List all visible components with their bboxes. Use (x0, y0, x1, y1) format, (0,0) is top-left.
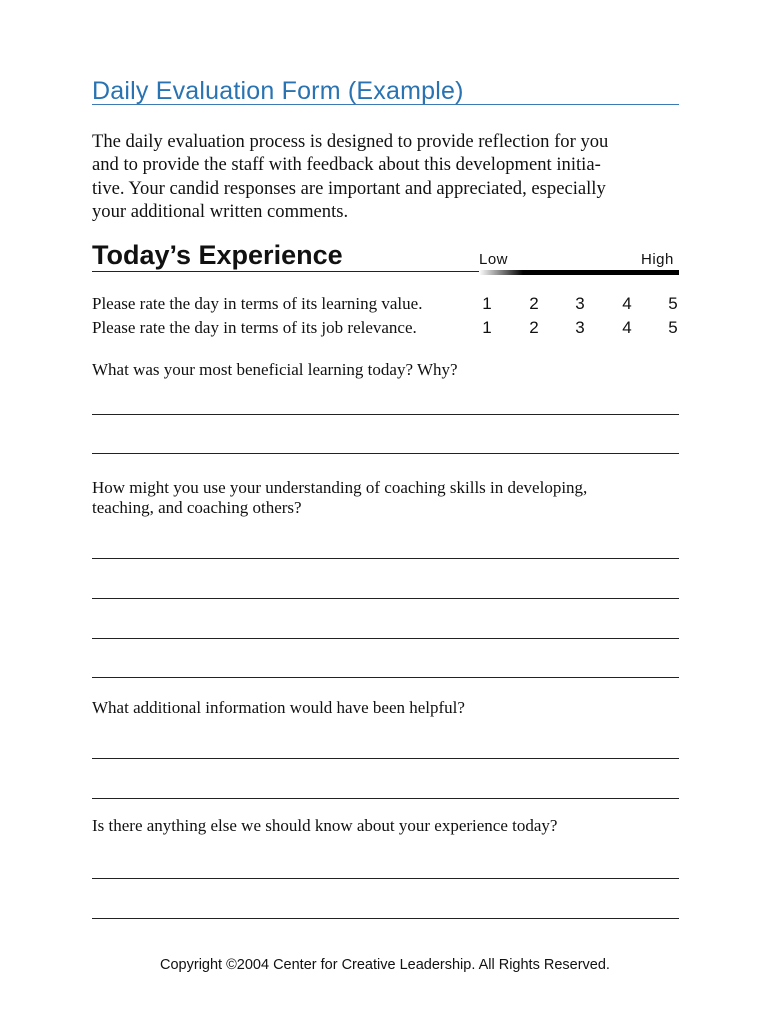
question-additional-information (92, 698, 682, 718)
rating-learning-option-3[interactable]: 3 (575, 294, 585, 313)
question-coaching-skills (92, 478, 682, 518)
section-title: Today’s Experience (92, 240, 343, 270)
question-line: teaching, and coaching others? (92, 498, 302, 517)
intro-paragraph (92, 130, 682, 223)
intro-line: The daily evaluation process is designed to provide reflection for you (92, 131, 609, 152)
answer-line[interactable] (92, 758, 679, 759)
intro-line: tive. Your candid responses are important and appreciated, especially (92, 177, 606, 199)
scale-gradient-bar (479, 270, 679, 275)
question-line: What was your most beneficial learning today? Why? (92, 360, 458, 379)
answer-line[interactable] (92, 558, 679, 559)
answer-line[interactable] (92, 453, 679, 454)
question-anything-else (92, 816, 682, 836)
answer-line[interactable] (92, 677, 679, 678)
intro-line: your additional written comments. (92, 200, 349, 222)
rating-label-learning: Please rate the day in terms of its learning value. (92, 294, 423, 313)
rating-learning-option-4[interactable]: 4 (622, 294, 632, 313)
rating-relevance-option-1[interactable]: 1 (482, 318, 492, 337)
answer-line[interactable] (92, 638, 679, 639)
rating-learning-option-5[interactable]: 5 (668, 294, 678, 313)
scale-high-label: High (641, 251, 674, 268)
copyright-footer: Copyright ©2004 Center for Creative Leadership. All Rights Reserved. (160, 957, 610, 973)
answer-line[interactable] (92, 798, 679, 799)
answer-line[interactable] (92, 414, 679, 415)
answer-line[interactable] (92, 918, 679, 919)
form-title: Daily Evaluation Form (Example) (92, 77, 464, 105)
section-underline (92, 271, 492, 272)
rating-relevance-option-5[interactable]: 5 (668, 318, 678, 337)
question-line: Is there anything else we should know about your experience today? (92, 816, 558, 835)
answer-line[interactable] (92, 598, 679, 599)
rating-learning-option-2[interactable]: 2 (529, 294, 539, 313)
scale-low-label: Low (479, 251, 509, 268)
rating-label-relevance: Please rate the day in terms of its job relevance. (92, 318, 417, 337)
rating-relevance-option-4[interactable]: 4 (622, 318, 632, 337)
question-line: How might you use your understanding of coaching skills in developing, (92, 478, 588, 497)
intro-line: and to provide the staff with feedback about this development initia- (92, 154, 601, 176)
rating-relevance-option-2[interactable]: 2 (529, 318, 539, 337)
rating-relevance-option-3[interactable]: 3 (575, 318, 585, 337)
question-beneficial-learning (92, 360, 682, 380)
title-underline (92, 104, 679, 105)
rating-learning-option-1[interactable]: 1 (482, 294, 492, 313)
question-line: What additional information would have been helpful? (92, 698, 465, 717)
answer-line[interactable] (92, 878, 679, 879)
